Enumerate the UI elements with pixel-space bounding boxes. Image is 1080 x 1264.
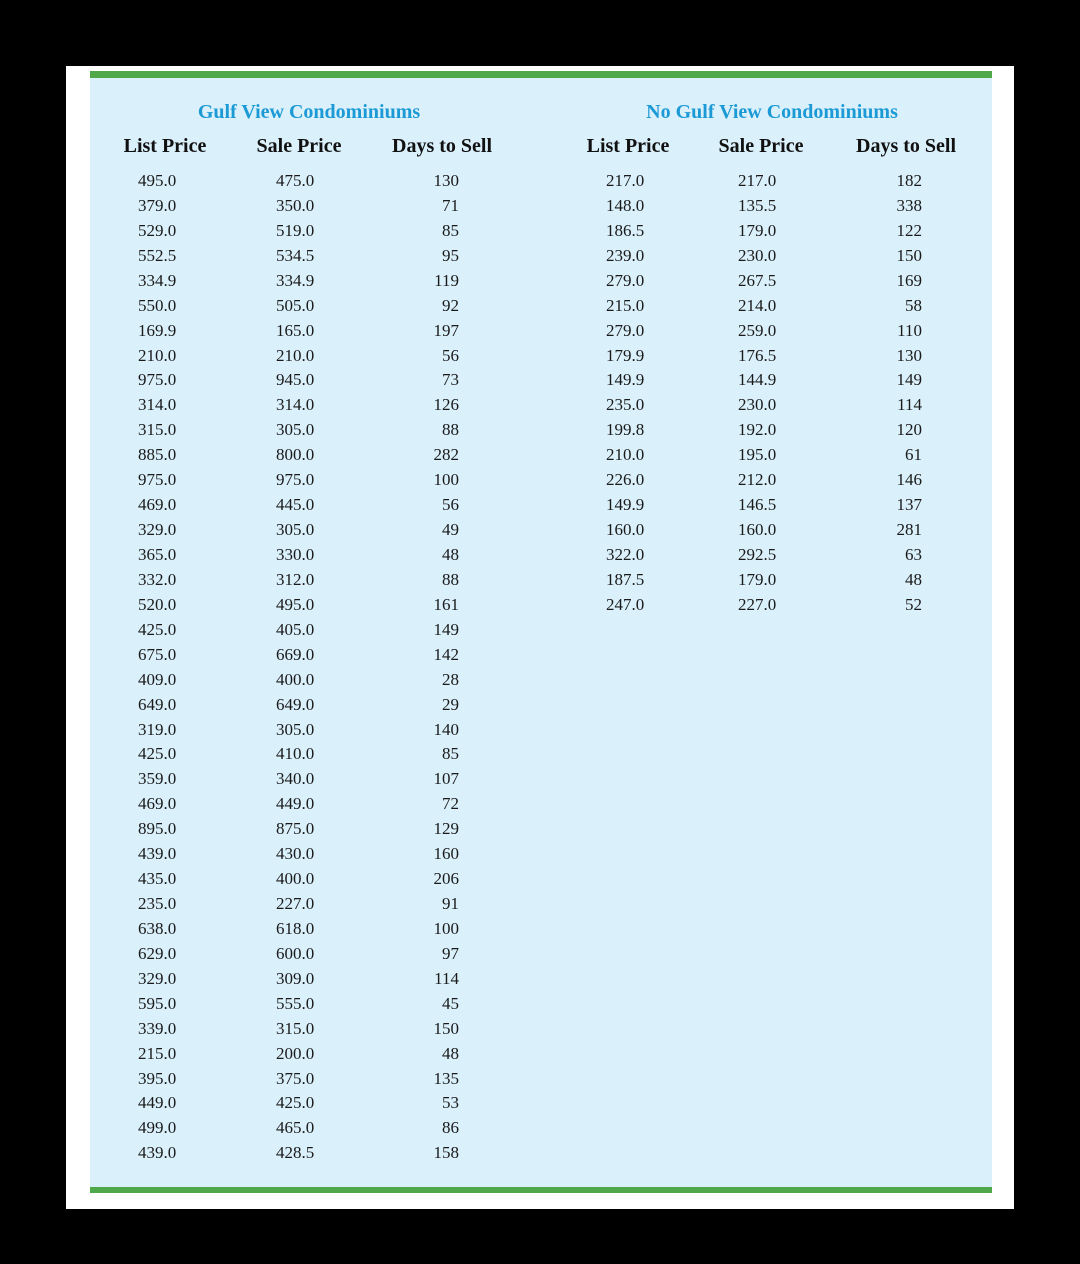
gulf-row-40-list-price: 439.0 <box>138 1143 177 1163</box>
gulf-row-33-days-to-sell: 114 <box>434 968 459 988</box>
gulf-row-24-days-to-sell: 85 <box>442 744 459 764</box>
gulf-row-9-list-price: 975.0 <box>138 370 177 390</box>
gulf-row-13-sale-price: 975.0 <box>276 470 315 490</box>
gulf-row-20-days-to-sell: 142 <box>433 644 459 664</box>
gulf-row-37-sale-price: 375.0 <box>276 1068 315 1088</box>
nogulf-row-6-days-to-sell: 58 <box>905 295 922 315</box>
gulf-row-18-list-price: 520.0 <box>138 594 177 614</box>
gulf-row-37-list-price: 395.0 <box>138 1068 177 1088</box>
gulf-row-33-sale-price: 309.0 <box>276 968 315 988</box>
gulf-row-10-sale-price: 314.0 <box>276 395 315 415</box>
nogulf-row-15-sale-price: 160.0 <box>738 520 777 539</box>
bottom-rule <box>90 1187 992 1193</box>
gulf-row-38-list-price: 449.0 <box>138 1093 177 1113</box>
nogulf-row-8-list-price: 179.9 <box>606 345 645 365</box>
nogulf-row-15-list-price: 160.0 <box>606 520 645 539</box>
gulf-row-26-list-price: 469.0 <box>138 794 177 814</box>
gulf-row-39-list-price: 499.0 <box>138 1118 177 1138</box>
gulf-row-28-sale-price: 430.0 <box>276 844 315 864</box>
gulf-row-27-days-to-sell: 129 <box>433 819 459 839</box>
gulf-row-12-sale-price: 800.0 <box>276 445 315 465</box>
nogulf-row-9-list-price: 149.9 <box>606 370 645 390</box>
gulf-row-17-list-price: 332.0 <box>138 569 177 589</box>
nogulf-row-3-list-price: 186.5 <box>606 220 645 240</box>
nogulf-row-1-days-to-sell: 182 <box>896 171 922 190</box>
gulf-row-29-sale-price: 400.0 <box>276 869 315 888</box>
gulf-row-21-list-price: 409.0 <box>138 669 177 689</box>
nogulf-header-days-to-sell: Days to Sell <box>856 135 956 157</box>
gulf-row-24-list-price: 425.0 <box>138 744 177 764</box>
nogulf-row-6-list-price: 215.0 <box>606 295 645 315</box>
gulf-row-31-days-to-sell: 100 <box>433 918 459 938</box>
nogulf-row-7-days-to-sell: 110 <box>897 320 922 340</box>
gulf-row-13-days-to-sell: 100 <box>433 470 459 490</box>
gulf-row-35-sale-price: 315.0 <box>276 1018 315 1038</box>
gulf-row-23-sale-price: 305.0 <box>276 719 315 739</box>
nogulf-row-12-days-to-sell: 61 <box>905 445 922 465</box>
gulf-row-6-days-to-sell: 92 <box>442 295 459 315</box>
gulf-row-17-days-to-sell: 88 <box>442 569 459 589</box>
nogulf-row-1-sale-price: 217.0 <box>738 171 777 190</box>
gulf-row-30-list-price: 235.0 <box>138 894 177 913</box>
gulf-row-7-sale-price: 165.0 <box>276 320 315 340</box>
gulf-row-7-list-price: 169.9 <box>138 320 177 340</box>
gulf-row-14-list-price: 469.0 <box>138 495 177 515</box>
gulf-row-15-days-to-sell: 49 <box>442 520 459 539</box>
nogulf-row-2-list-price: 148.0 <box>606 195 645 215</box>
nogulf-row-6-sale-price: 214.0 <box>738 295 777 315</box>
gulf-row-8-days-to-sell: 56 <box>442 345 459 365</box>
gulf-row-8-list-price: 210.0 <box>138 345 177 365</box>
gulf-row-2-days-to-sell: 71 <box>442 195 459 215</box>
nogulf-row-14-days-to-sell: 137 <box>896 495 922 515</box>
top-rule <box>90 71 992 78</box>
gulf-row-25-list-price: 359.0 <box>138 769 177 789</box>
gulf-row-4-list-price: 552.5 <box>138 245 177 265</box>
gulf-row-3-days-to-sell: 85 <box>442 220 459 240</box>
gulf-row-39-sale-price: 465.0 <box>276 1118 315 1138</box>
gulf-row-15-list-price: 329.0 <box>138 520 177 539</box>
gulf-row-14-days-to-sell: 56 <box>442 495 459 515</box>
nogulf-row-2-sale-price: 135.5 <box>738 195 777 215</box>
gulf-row-1-list-price: 495.0 <box>138 171 177 190</box>
gulf-row-5-list-price: 334.9 <box>138 270 177 290</box>
gulf-row-27-sale-price: 875.0 <box>276 819 315 839</box>
nogulf-row-18-sale-price: 227.0 <box>738 594 777 614</box>
gulf-row-36-list-price: 215.0 <box>138 1043 177 1063</box>
gulf-row-16-days-to-sell: 48 <box>442 545 459 564</box>
gulf-row-34-sale-price: 555.0 <box>276 993 315 1013</box>
gulf-row-18-days-to-sell: 161 <box>433 594 459 614</box>
gulf-row-6-sale-price: 505.0 <box>276 295 315 315</box>
nogulf-row-14-sale-price: 146.5 <box>738 495 777 515</box>
nogulf-row-10-sale-price: 230.0 <box>738 395 777 415</box>
nogulf-row-13-list-price: 226.0 <box>606 470 645 490</box>
nogulf-row-4-sale-price: 230.0 <box>738 245 777 265</box>
nogulf-row-5-sale-price: 267.5 <box>738 270 777 290</box>
gulf-row-7-days-to-sell: 197 <box>433 320 459 340</box>
gulf-row-9-sale-price: 945.0 <box>276 370 315 390</box>
gulf-row-35-list-price: 339.0 <box>138 1018 177 1038</box>
gulf-row-14-sale-price: 445.0 <box>276 495 315 515</box>
gulf-row-29-days-to-sell: 206 <box>433 869 459 888</box>
nogulf-row-16-days-to-sell: 63 <box>905 545 922 564</box>
nogulf-header-list-price: List Price <box>586 135 670 157</box>
gulf-row-25-days-to-sell: 107 <box>433 769 459 789</box>
gulf-row-32-list-price: 629.0 <box>138 943 177 963</box>
gulf-row-16-sale-price: 330.0 <box>276 545 315 564</box>
gulf-row-18-sale-price: 495.0 <box>276 594 315 614</box>
nogulf-row-7-sale-price: 259.0 <box>738 320 777 340</box>
gulf-row-22-sale-price: 649.0 <box>276 694 315 714</box>
gulf-row-20-list-price: 675.0 <box>138 644 177 664</box>
gulf-row-2-sale-price: 350.0 <box>276 195 315 215</box>
gulf-row-22-days-to-sell: 29 <box>442 694 459 714</box>
gulf-row-38-sale-price: 425.0 <box>276 1093 315 1113</box>
gulf-row-27-list-price: 895.0 <box>138 819 177 839</box>
gulf-header-list-price: List Price <box>123 135 207 157</box>
nogulf-row-9-days-to-sell: 149 <box>896 370 922 390</box>
nogulf-row-1-list-price: 217.0 <box>606 171 645 190</box>
gulf-row-16-list-price: 365.0 <box>138 545 177 564</box>
gulf-row-12-days-to-sell: 282 <box>433 445 459 465</box>
gulf-row-19-days-to-sell: 149 <box>433 619 459 639</box>
nogulf-row-13-days-to-sell: 146 <box>896 470 922 490</box>
gulf-row-6-list-price: 550.0 <box>138 295 177 315</box>
nogulf-row-11-sale-price: 192.0 <box>738 420 777 440</box>
nogulf-row-17-list-price: 187.5 <box>606 569 645 589</box>
gulf-row-40-days-to-sell: 158 <box>433 1143 459 1163</box>
nogulf-header-sale-price: Sale Price <box>718 135 804 157</box>
gulf-row-21-sale-price: 400.0 <box>276 669 315 689</box>
gulf-view-title: Gulf View Condominiums <box>197 101 421 123</box>
nogulf-row-4-list-price: 239.0 <box>606 245 645 265</box>
gulf-row-32-days-to-sell: 97 <box>442 943 459 963</box>
nogulf-row-10-days-to-sell: 114 <box>897 395 922 415</box>
nogulf-row-4-days-to-sell: 150 <box>896 245 922 265</box>
gulf-row-3-sale-price: 519.0 <box>276 220 315 240</box>
gulf-row-31-sale-price: 618.0 <box>276 918 315 938</box>
gulf-row-33-list-price: 329.0 <box>138 968 177 988</box>
gulf-row-10-list-price: 314.0 <box>138 395 177 415</box>
gulf-row-1-days-to-sell: 130 <box>433 171 459 190</box>
nogulf-row-11-days-to-sell: 120 <box>896 420 922 440</box>
nogulf-row-14-list-price: 149.9 <box>606 495 645 515</box>
gulf-row-31-list-price: 638.0 <box>138 918 177 938</box>
nogulf-row-17-days-to-sell: 48 <box>905 569 922 589</box>
nogulf-row-5-list-price: 279.0 <box>606 270 645 290</box>
gulf-row-29-list-price: 435.0 <box>138 869 177 888</box>
gulf-row-10-days-to-sell: 126 <box>433 395 459 415</box>
nogulf-row-8-days-to-sell: 130 <box>896 345 922 365</box>
gulf-row-28-days-to-sell: 160 <box>433 844 459 864</box>
gulf-row-11-list-price: 315.0 <box>138 420 177 440</box>
gulf-row-19-sale-price: 405.0 <box>276 619 315 639</box>
nogulf-row-13-sale-price: 212.0 <box>738 470 777 490</box>
gulf-row-11-days-to-sell: 88 <box>442 420 459 440</box>
table-panel <box>90 71 992 1193</box>
gulf-row-39-days-to-sell: 86 <box>442 1118 459 1138</box>
gulf-row-30-days-to-sell: 91 <box>442 894 459 913</box>
nogulf-row-18-days-to-sell: 52 <box>905 594 922 614</box>
gulf-row-21-days-to-sell: 28 <box>442 669 459 689</box>
gulf-row-23-days-to-sell: 140 <box>433 719 459 739</box>
gulf-row-8-sale-price: 210.0 <box>276 345 315 365</box>
nogulf-row-11-list-price: 199.8 <box>606 420 645 440</box>
nogulf-row-16-list-price: 322.0 <box>606 545 645 564</box>
nogulf-row-15-days-to-sell: 281 <box>896 520 922 539</box>
gulf-row-25-sale-price: 340.0 <box>276 769 315 789</box>
nogulf-row-3-days-to-sell: 122 <box>896 220 922 240</box>
gulf-row-2-list-price: 379.0 <box>138 195 177 215</box>
gulf-row-24-sale-price: 410.0 <box>276 744 315 764</box>
nogulf-row-18-list-price: 247.0 <box>606 594 645 614</box>
nogulf-row-12-list-price: 210.0 <box>606 445 645 465</box>
no-gulf-view-title: No Gulf View Condominiums <box>646 101 898 123</box>
nogulf-row-2-days-to-sell: 338 <box>896 195 922 215</box>
gulf-row-40-sale-price: 428.5 <box>276 1143 315 1163</box>
nogulf-row-7-list-price: 279.0 <box>606 320 645 340</box>
gulf-row-26-days-to-sell: 72 <box>442 794 459 814</box>
gulf-row-34-list-price: 595.0 <box>138 993 177 1013</box>
gulf-row-15-sale-price: 305.0 <box>276 520 315 539</box>
gulf-row-3-list-price: 529.0 <box>138 220 177 240</box>
gulf-row-20-sale-price: 669.0 <box>276 644 315 664</box>
nogulf-row-17-sale-price: 179.0 <box>738 569 777 589</box>
gulf-header-days-to-sell: Days to Sell <box>392 135 492 157</box>
gulf-row-30-sale-price: 227.0 <box>276 894 315 913</box>
gulf-row-37-days-to-sell: 135 <box>433 1068 459 1088</box>
nogulf-row-12-sale-price: 195.0 <box>738 445 777 465</box>
gulf-row-36-days-to-sell: 48 <box>442 1043 459 1063</box>
nogulf-row-16-sale-price: 292.5 <box>738 545 777 564</box>
gulf-row-19-list-price: 425.0 <box>138 619 177 639</box>
gulf-row-35-days-to-sell: 150 <box>433 1018 459 1038</box>
gulf-row-32-sale-price: 600.0 <box>276 943 315 963</box>
gulf-row-38-days-to-sell: 53 <box>442 1093 459 1113</box>
gulf-row-1-sale-price: 475.0 <box>276 171 315 190</box>
nogulf-row-5-days-to-sell: 169 <box>896 270 922 290</box>
nogulf-row-8-sale-price: 176.5 <box>738 345 777 365</box>
gulf-row-23-list-price: 319.0 <box>138 719 177 739</box>
gulf-header-sale-price: Sale Price <box>256 135 342 157</box>
gulf-row-13-list-price: 975.0 <box>138 470 177 490</box>
gulf-row-5-sale-price: 334.9 <box>276 270 315 290</box>
gulf-row-26-sale-price: 449.0 <box>276 794 315 814</box>
gulf-row-9-days-to-sell: 73 <box>442 370 459 390</box>
nogulf-row-10-list-price: 235.0 <box>606 395 645 415</box>
gulf-row-36-sale-price: 200.0 <box>276 1043 315 1063</box>
gulf-row-4-days-to-sell: 95 <box>442 245 459 265</box>
gulf-row-11-sale-price: 305.0 <box>276 420 315 440</box>
gulf-row-12-list-price: 885.0 <box>138 445 177 465</box>
nogulf-row-3-sale-price: 179.0 <box>738 220 777 240</box>
gulf-row-4-sale-price: 534.5 <box>276 245 315 265</box>
gulf-row-34-days-to-sell: 45 <box>442 993 459 1013</box>
nogulf-row-9-sale-price: 144.9 <box>738 370 777 390</box>
gulf-row-17-sale-price: 312.0 <box>276 569 315 589</box>
gulf-row-5-days-to-sell: 119 <box>434 270 459 290</box>
gulf-row-28-list-price: 439.0 <box>138 844 177 864</box>
gulf-row-22-list-price: 649.0 <box>138 694 177 714</box>
